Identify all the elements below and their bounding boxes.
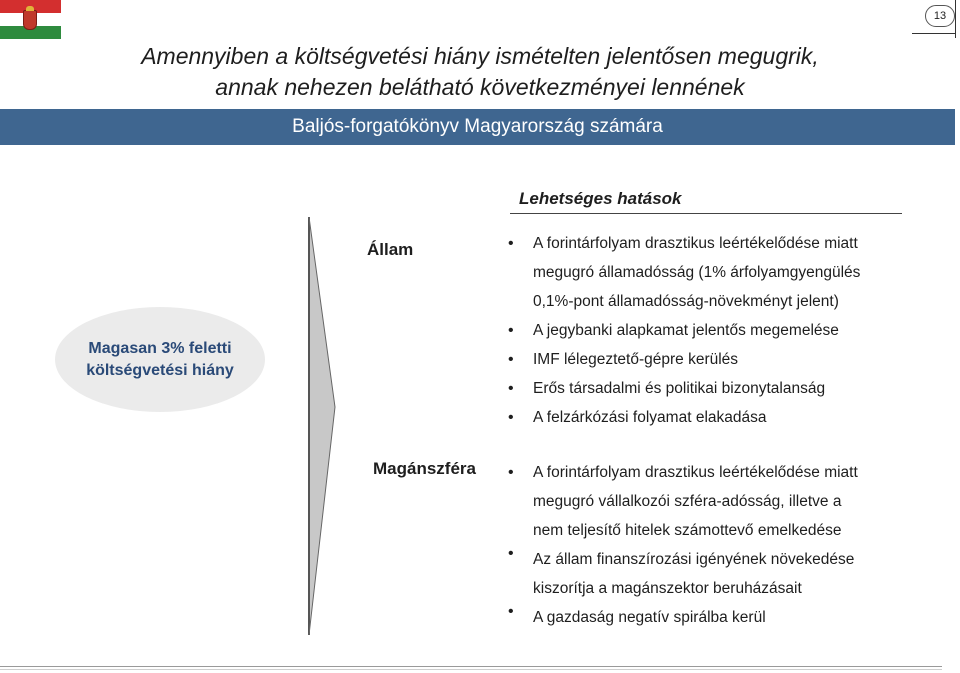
page-number: 13 — [925, 5, 955, 27]
cause-line-1: Magasan 3% feletti — [88, 339, 232, 357]
allam-effects-list — [508, 229, 860, 432]
list-item: • A felzárkózási folyamat elakadása — [508, 403, 860, 432]
subtitle-banner: Baljós-forgatókönyv Magyarország számára — [0, 109, 955, 145]
section-label-maganszfera: Magánszféra — [373, 459, 476, 478]
title-line-1: Amennyiben a költségvetési hiány ismételten jelentősen megugrik, — [141, 43, 819, 69]
title-line-2: annak nehezen belátható következményei lennének — [215, 74, 745, 100]
list-item: • A jegybanki alapkamat jelentős megemelése — [508, 316, 860, 345]
list-item: • A gazdaság negatív spirálba kerül — [508, 603, 858, 632]
corner-divider-horizontal — [912, 33, 956, 34]
list-item: • A forintárfolyam drasztikus leértékelődése miatt megugró államadósság (1% árfolyamgyengülés 0,1%-pont államadósság-növekményt jelent) — [508, 229, 860, 316]
chevron-arrow-shape — [307, 217, 337, 637]
hungarian-flag-logo — [0, 0, 61, 39]
slide-title — [0, 41, 960, 103]
list-item: • IMF lélegeztető-gépre kerülés — [508, 345, 860, 374]
list-item: • A forintárfolyam drasztikus leértékelődése miatt megugró vállalkozói szféra-adósság, illetve a nem teljesítő hitelek számottevő emelkedése — [508, 458, 858, 545]
footer-divider — [0, 666, 942, 667]
cause-ellipse — [55, 307, 265, 412]
effects-heading: Lehetséges hatások — [519, 189, 682, 208]
list-item: • Az állam finanszírozási igényének növekedése kiszorítja a magánszektor beruházásait — [508, 545, 858, 603]
footer-divider-secondary — [0, 669, 942, 670]
heading-underline — [510, 213, 902, 214]
maganszfera-effects-list — [508, 458, 858, 632]
list-item: • Erős társadalmi és politikai bizonytalanság — [508, 374, 860, 403]
cause-line-2: költségvetési hiány — [86, 361, 234, 379]
section-label-allam: Állam — [367, 240, 414, 259]
